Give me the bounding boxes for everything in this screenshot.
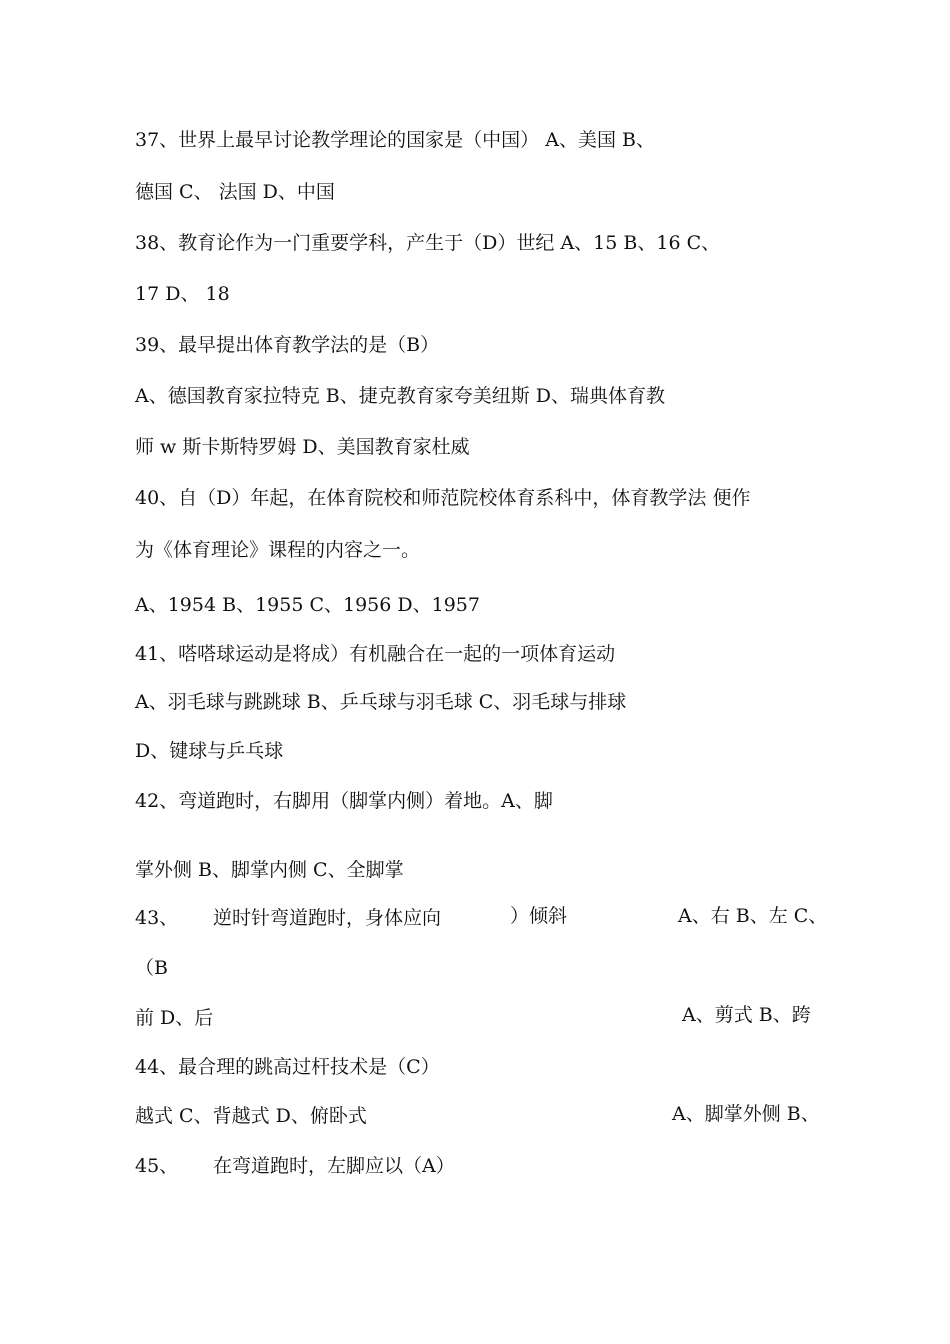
text-line: 师 w 斯卡斯特罗姆 D、美国教育家杜威 <box>135 436 470 458</box>
text-line: 43、 <box>135 907 179 929</box>
text-line: 41、嗒嗒球运动是将成）有机融合在一起的一项体育运动 <box>135 643 616 665</box>
text-line: 42、弯道跑时，右脚用（脚掌内侧）着地。A、脚 <box>135 790 553 812</box>
text-line: 44、最合理的跳高过杆技术是（C） <box>135 1056 440 1078</box>
text-line: A、德国教育家拉特克 B、捷克教育家夸美纽斯 D、瑞典体育教 <box>135 385 665 407</box>
text-line: 掌外侧 B、脚掌内侧 C、全脚掌 <box>135 859 404 881</box>
text-line: 前 D、后 <box>135 1007 214 1029</box>
text-line: A、1954 B、1955 C、1956 D、1957 <box>135 594 480 616</box>
text-line: 37、世界上最早讨论教学理论的国家是（中国） A、美国 B、 <box>135 129 655 151</box>
text-line: A、剪式 B、跨 <box>682 1004 811 1026</box>
text-line: 德国 C、 法国 D、中国 <box>135 181 335 203</box>
text-line: D、键球与乒乓球 <box>135 740 284 762</box>
text-line: ）倾斜 <box>510 905 568 927</box>
text-line: A、脚掌外侧 B、 <box>672 1103 820 1125</box>
text-line: 为《体育理论》课程的内容之一。 <box>135 539 421 561</box>
text-line: 39、最早提出体育教学法的是（B） <box>135 334 440 356</box>
text-line: 40、自（D）年起，在体育院校和师范院校体育系科中，体育教学法 便作 <box>135 487 751 509</box>
text-line: 越式 C、背越式 D、俯卧式 <box>135 1105 367 1127</box>
text-line: A、右 B、左 C、 <box>678 905 828 927</box>
text-line: 逆时针弯道跑时，身体应向 <box>213 907 442 929</box>
text-line: 38、教育论作为一门重要学科，产生于（D）世纪 A、15 B、16 C、 <box>135 232 721 254</box>
text-line: 在弯道跑时，左脚应以（A） <box>213 1155 455 1177</box>
text-line: 45、 <box>135 1155 179 1177</box>
text-line: （B <box>135 957 168 979</box>
text-line: 17 D、 18 <box>135 283 230 305</box>
text-line: A、羽毛球与跳跳球 B、乒乓球与羽毛球 C、羽毛球与排球 <box>135 691 627 713</box>
